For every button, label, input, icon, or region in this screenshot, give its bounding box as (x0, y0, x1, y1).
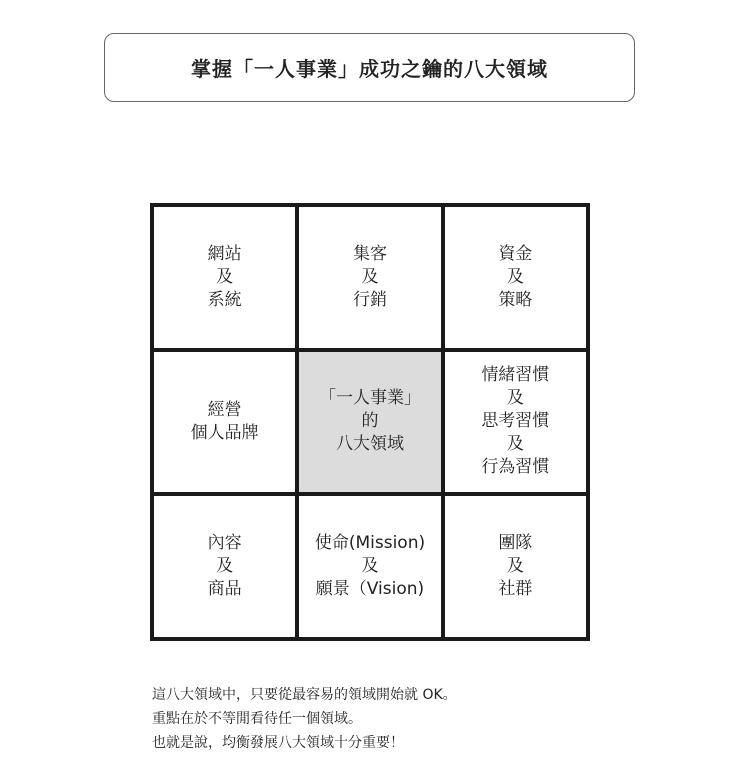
cell-line: 願景（Vision) (315, 579, 425, 600)
cell-line: 網站 (207, 243, 242, 264)
cell-line: 集客 (352, 243, 387, 264)
cell-line: 系統 (207, 289, 242, 310)
cell-line: 商品 (207, 579, 242, 600)
footer-line: 重點在於不等閒看待任一個領域。 (152, 711, 362, 727)
cell-line: 及 (216, 556, 234, 577)
cell-habits (445, 352, 586, 493)
cell-customer-marketing (299, 207, 440, 348)
page-title: 掌握「一人事業」成功之鑰的八大領域 (191, 57, 548, 81)
cell-line: 內容 (207, 533, 242, 554)
cell-line: 八大領域 (335, 434, 404, 455)
footer-note (152, 683, 457, 755)
cell-line: 及 (506, 434, 524, 455)
footer-line: 這八大領域中，只要從最容易的領域開始就 OK。 (152, 687, 457, 703)
cell-line: 社群 (498, 579, 533, 600)
cell-line: 的 (361, 411, 379, 432)
footer-line: 也就是說，均衡發展八大領域十分重要！ (152, 735, 404, 751)
cell-line: 及 (506, 388, 524, 409)
title-box (104, 33, 635, 102)
cell-website-system (154, 207, 295, 348)
cell-line: 「一人事業」 (318, 388, 421, 409)
cell-center-eight-domains (299, 352, 440, 493)
cell-personal-brand (154, 352, 295, 493)
cell-line: 及 (361, 266, 379, 287)
cell-line: 及 (216, 266, 234, 287)
eight-domains-grid (150, 203, 590, 641)
cell-mission-vision (299, 496, 440, 637)
cell-line: 策略 (498, 289, 533, 310)
cell-content-products (154, 496, 295, 637)
cell-team-community (445, 496, 586, 637)
cell-line: 行銷 (352, 289, 387, 310)
cell-line: 及 (506, 266, 524, 287)
cell-line: 團隊 (498, 533, 533, 554)
cell-line: 思考習慣 (481, 411, 550, 432)
cell-line: 資金 (498, 243, 533, 264)
cell-line: 經營 (207, 399, 242, 420)
cell-line: 及 (506, 556, 524, 577)
cell-line: 使命(Mission) (314, 533, 426, 554)
cell-line: 個人品牌 (190, 422, 259, 443)
cell-line: 及 (361, 556, 379, 577)
cell-line: 行為習慣 (481, 457, 550, 478)
cell-line: 情緒習慣 (481, 365, 550, 386)
cell-funds-strategy (445, 207, 586, 348)
